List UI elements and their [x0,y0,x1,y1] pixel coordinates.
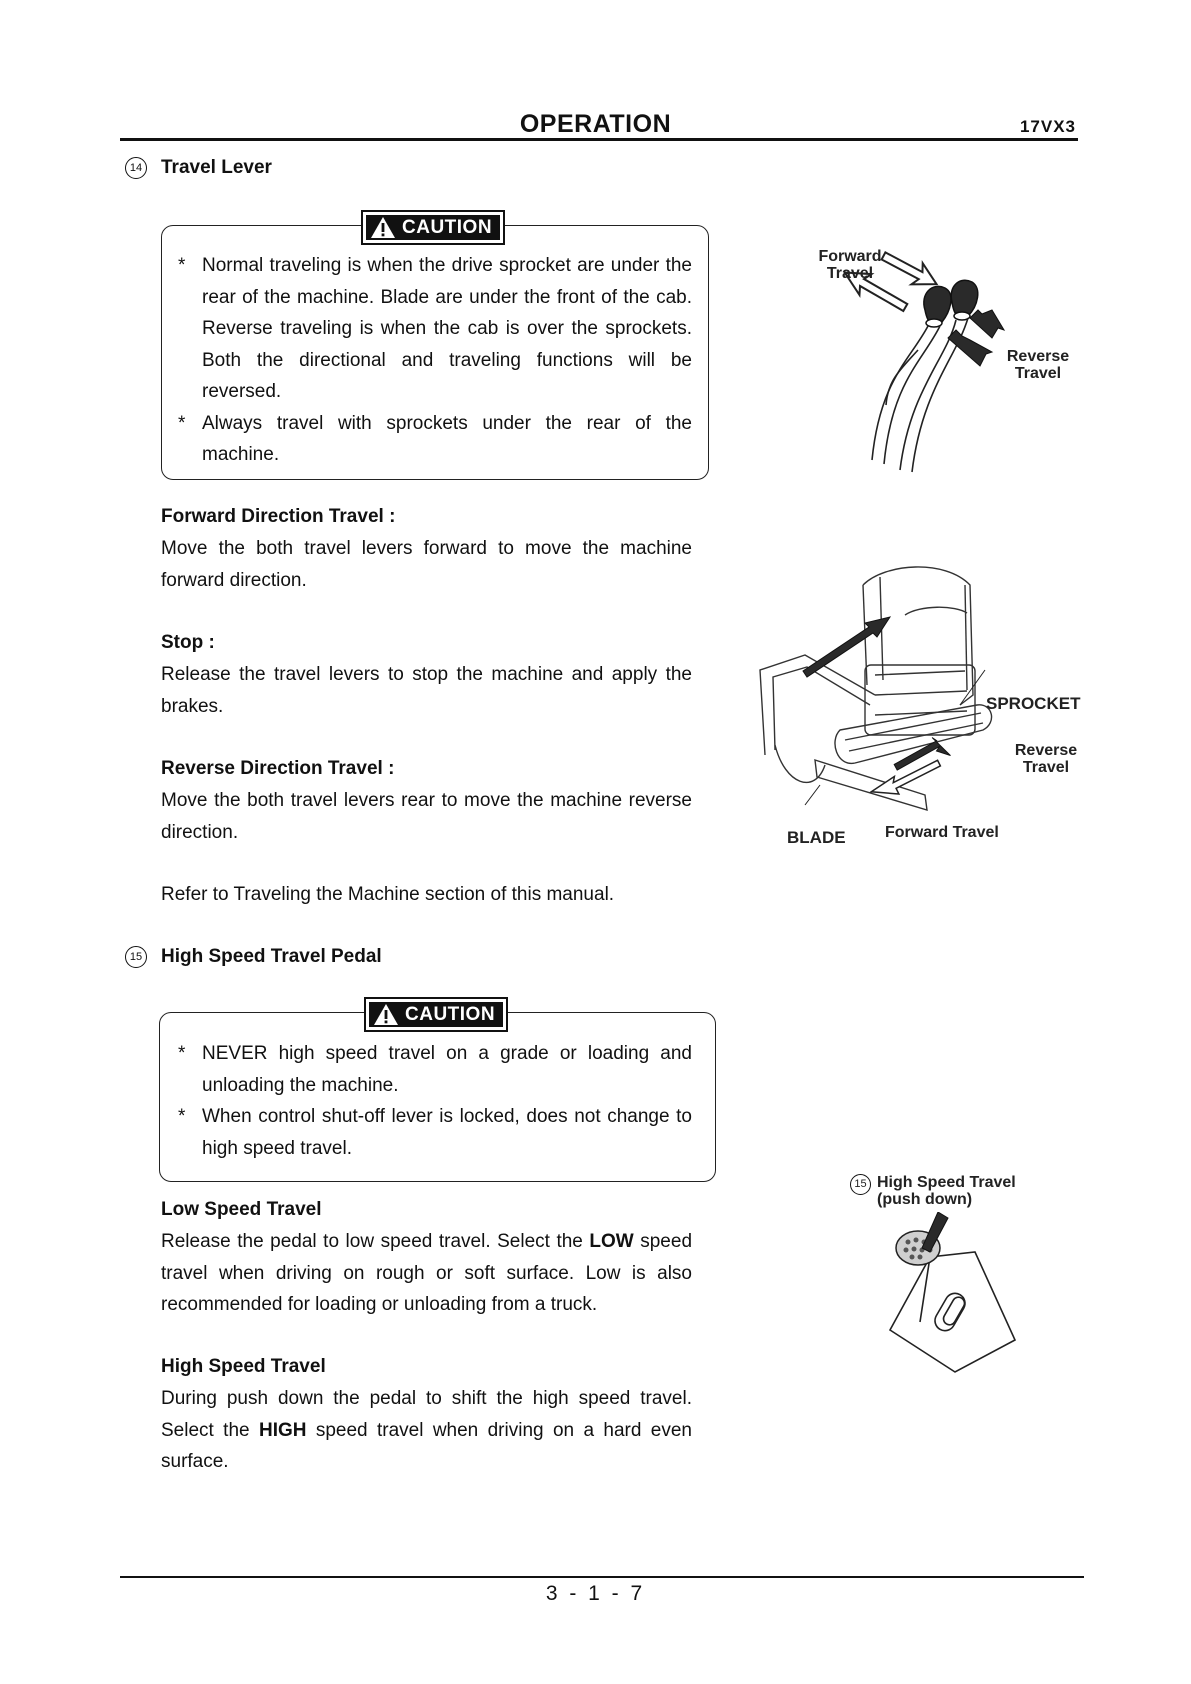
caution-15-bullet-2: * When control shut-off lever is locked, does not change to high speed travel. [178,1106,692,1159]
footer-rule [120,1576,1084,1578]
machine-reverse-label: Reverse Travel [1014,742,1078,776]
section-14-number: 14 [125,157,147,179]
warning-icon [370,216,396,239]
low-speed-heading: Low Speed Travel [161,1199,322,1220]
lever-reverse-label: Reverse Travel [1006,348,1070,382]
forward-travel-heading: Forward Direction Travel : [161,506,396,527]
reverse-travel-heading: Reverse Direction Travel : [161,758,395,779]
section-14-heading [125,157,272,179]
blade [815,760,927,810]
caution-label-14: CAUTION [361,210,505,245]
machine-arrow-top [803,617,890,677]
model-code: 17VX3 [1019,117,1076,136]
section-15-number: 15 [125,946,147,968]
forward-travel-text: Move the both travel levers forward to move the machine forward direction. [161,538,692,591]
page-title: OPERATION [519,110,672,138]
caution-15-bullet-1: * NEVER high speed travel on a grade or loading and unloading the machine. [178,1043,692,1096]
refer-text: Refer to Traveling the Machine section of this manual. [161,884,615,905]
stop-text: Release the travel levers to stop the machine and apply the brakes. [161,664,692,717]
caution-14-bullet-1: * Normal traveling is when the drive sprocket are under the rear of the machine. Blade are under the front of the cab. Reverse traveling is when the cab is over the sprockets. Both the directional and traveling functions will be reversed. [178,255,692,402]
warning-icon [373,1003,399,1026]
section-15-title: High Speed Travel Pedal [161,946,382,967]
caution-15-bullets [178,1038,692,1164]
excavator-figure [745,555,995,830]
stop-heading: Stop : [161,632,215,653]
pedal-label: 15 High Speed Travel (push down) [850,1174,1016,1208]
page-number: 3 - 1 - 7 [545,1582,646,1605]
blade-label: BLADE [787,828,846,847]
lever-forward-label: Forward Travel [818,248,882,282]
reverse-arrow-upper [970,310,1004,338]
caution-14-bullet-2: * Always travel with sprockets under the rear of the machine. [178,412,692,465]
sprocket-label: SPROCKET [986,694,1081,713]
high-speed-text: During push down the pedal to shift the high speed travel. Select the HIGH speed travel when driving on a hard even surface. [161,1388,692,1472]
high-speed-heading: High Speed Travel [161,1356,326,1377]
machine-forward-label: Forward Travel [885,824,999,841]
section-15-heading [125,946,382,968]
reverse-travel-text: Move the both travel levers rear to move the machine reverse direction. [161,790,692,843]
caution-14-bullets [178,250,692,471]
caution-label-15: CAUTION [364,997,508,1032]
low-speed-text: Release the pedal to low speed travel. Select the LOW speed travel when driving on rough or soft surface. Low is also recommended for loading or unloading from a truck. [161,1231,693,1315]
section-14-title: Travel Lever [161,157,272,178]
header-rule [120,138,1078,141]
pedal-housing [890,1252,1015,1372]
canopy [863,567,973,705]
pedal-figure [880,1212,1020,1377]
